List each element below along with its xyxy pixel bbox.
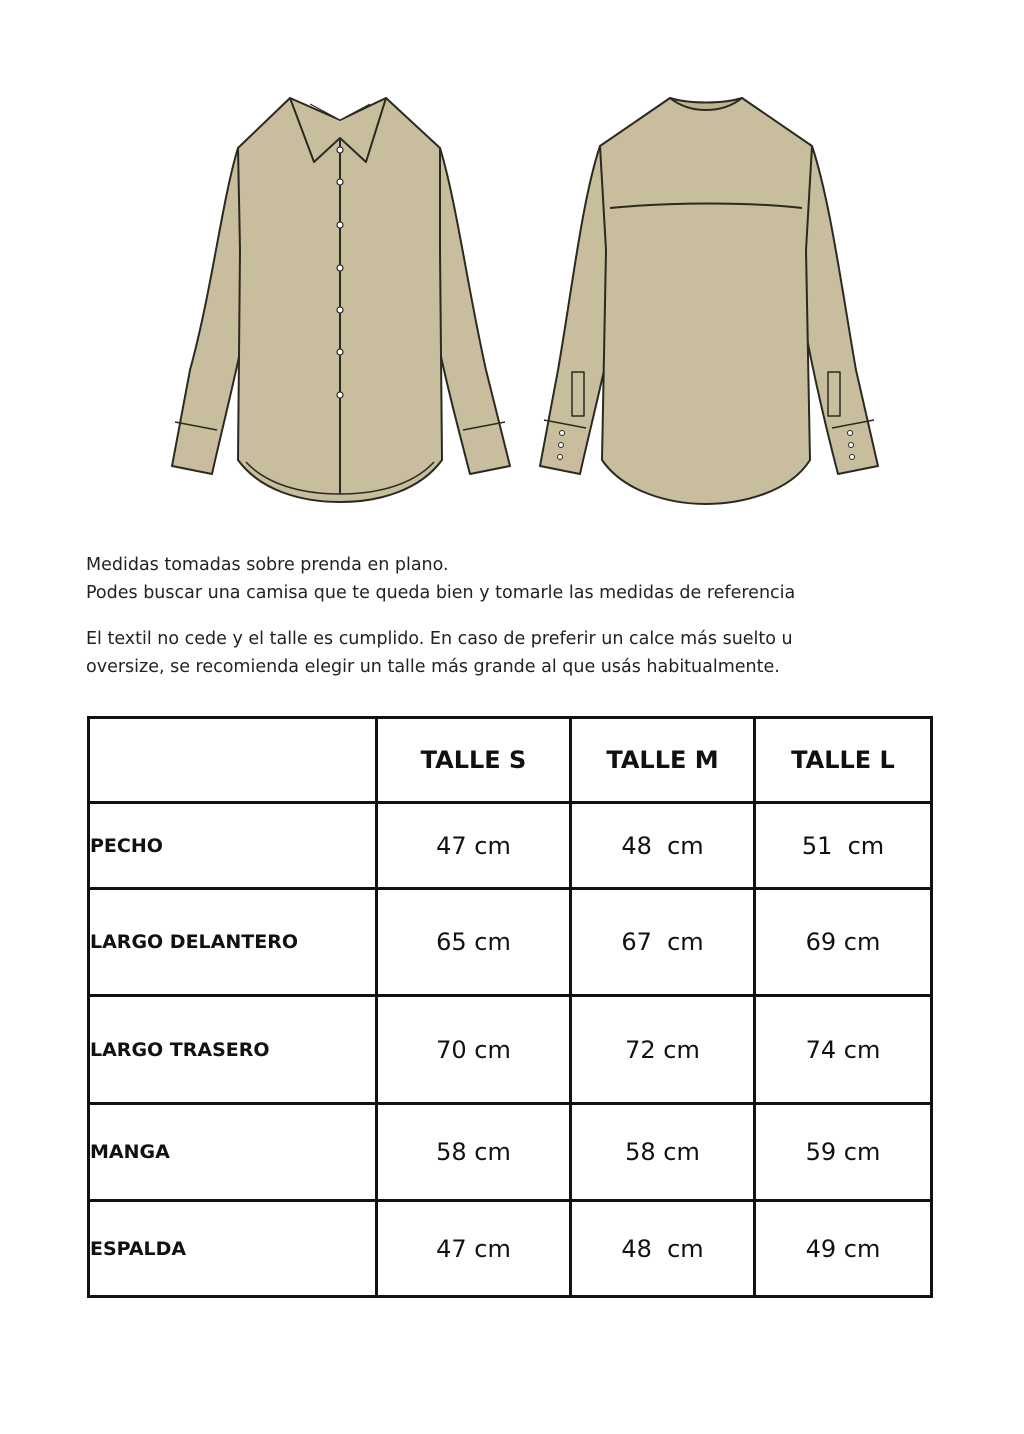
header-empty [89, 718, 377, 803]
value-s: 70 cm [377, 996, 571, 1104]
row-label: MANGA [89, 1104, 377, 1201]
row-label: LARGO DELANTERO [89, 889, 377, 996]
measurement-notes [86, 551, 946, 681]
value-m: 67 cm [571, 889, 755, 996]
value-m: 48 cm [571, 1201, 755, 1297]
shirt-illustration [150, 90, 890, 510]
value-l: 49 cm [755, 1201, 932, 1297]
value-l: 74 cm [755, 996, 932, 1104]
table-row [89, 1104, 932, 1201]
table-row [89, 1201, 932, 1297]
value-m: 48 cm [571, 803, 755, 889]
header-talle-s: TALLE S [377, 718, 571, 803]
row-label: ESPALDA [89, 1201, 377, 1297]
value-s: 47 cm [377, 803, 571, 889]
header-talle-m: TALLE M [571, 718, 755, 803]
note-line-4: oversize, se recomienda elegir un talle más grande al que usás habitualmente. [86, 657, 780, 677]
table-row [89, 996, 932, 1104]
table-row [89, 803, 932, 889]
value-s: 65 cm [377, 889, 571, 996]
row-label: PECHO [89, 803, 377, 889]
size-chart-table [87, 716, 933, 1298]
value-m: 58 cm [571, 1104, 755, 1201]
table-header-row [89, 718, 932, 803]
header-talle-l: TALLE L [755, 718, 932, 803]
note-line-3: El textil no cede y el talle es cumplido. En caso de preferir un calce más suelto u [86, 629, 793, 649]
note-line-1: Medidas tomadas sobre prenda en plano. [86, 555, 449, 575]
table-row [89, 889, 932, 996]
shirt-back-view [540, 98, 878, 504]
value-s: 58 cm [377, 1104, 571, 1201]
note-line-2: Podes buscar una camisa que te queda bien y tomarle las medidas de referencia [86, 583, 796, 603]
row-label: LARGO TRASERO [89, 996, 377, 1104]
value-l: 69 cm [755, 889, 932, 996]
value-l: 51 cm [755, 803, 932, 889]
value-s: 47 cm [377, 1201, 571, 1297]
shirt-front-view [172, 98, 510, 502]
value-l: 59 cm [755, 1104, 932, 1201]
value-m: 72 cm [571, 996, 755, 1104]
